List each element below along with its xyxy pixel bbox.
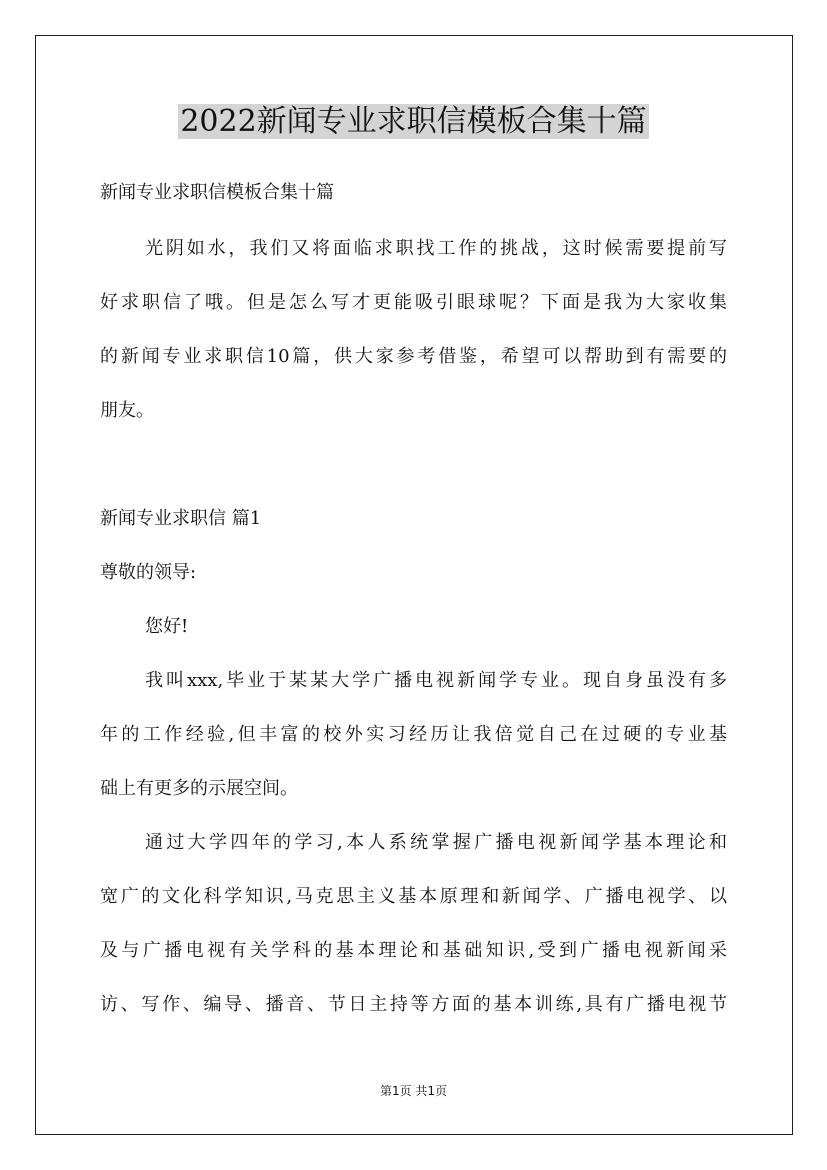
document-subtitle: 新闻专业求职信模板合集十篇 [100, 182, 334, 203]
salutation: 尊敬的领导: [100, 562, 197, 583]
paragraph-line: 年的工作经验,但丰富的校外实习经历让我倍觉自己在过硬的专业基 [100, 724, 727, 745]
paragraph-line: 及与广播电视有关学科的基本理论和基础知识,受到广播电视新闻采 [100, 940, 727, 961]
paragraph-line: 我叫xxx,毕业于某某大学广播电视新闻学专业。现自身虽没有多 [145, 670, 727, 691]
paragraph-line: 通过大学四年的学习,本人系统掌握广播电视新闻学基本理论和 [145, 832, 727, 853]
paragraph-line: 访、写作、编导、播音、节日主持等方面的基本训练,具有广播电视节 [100, 994, 727, 1015]
greeting: 您好! [145, 616, 189, 637]
intro-line: 的新闻专业求职信10篇，供大家参考借鉴，希望可以帮助到有需要的 [100, 346, 727, 367]
paragraph-line: 宽广的文化科学知识,马克思主义基本原理和新闻学、广播电视学、以 [100, 886, 727, 907]
intro-line: 朋友。 [100, 400, 154, 421]
section-heading: 新闻专业求职信 篇1 [100, 508, 262, 529]
intro-line: 光阴如水，我们又将面临求职找工作的挑战，这时候需要提前写 [145, 238, 727, 259]
page-footer: 第1页 共1页 [379, 1084, 448, 1098]
document-title: 2022新闻专业求职信模板合集十篇 [180, 104, 647, 139]
paragraph-line: 础上有更多的示展空间。 [100, 778, 298, 799]
intro-line: 好求职信了哦。但是怎么写才更能吸引眼球呢？下面是我为大家收集 [100, 292, 727, 313]
